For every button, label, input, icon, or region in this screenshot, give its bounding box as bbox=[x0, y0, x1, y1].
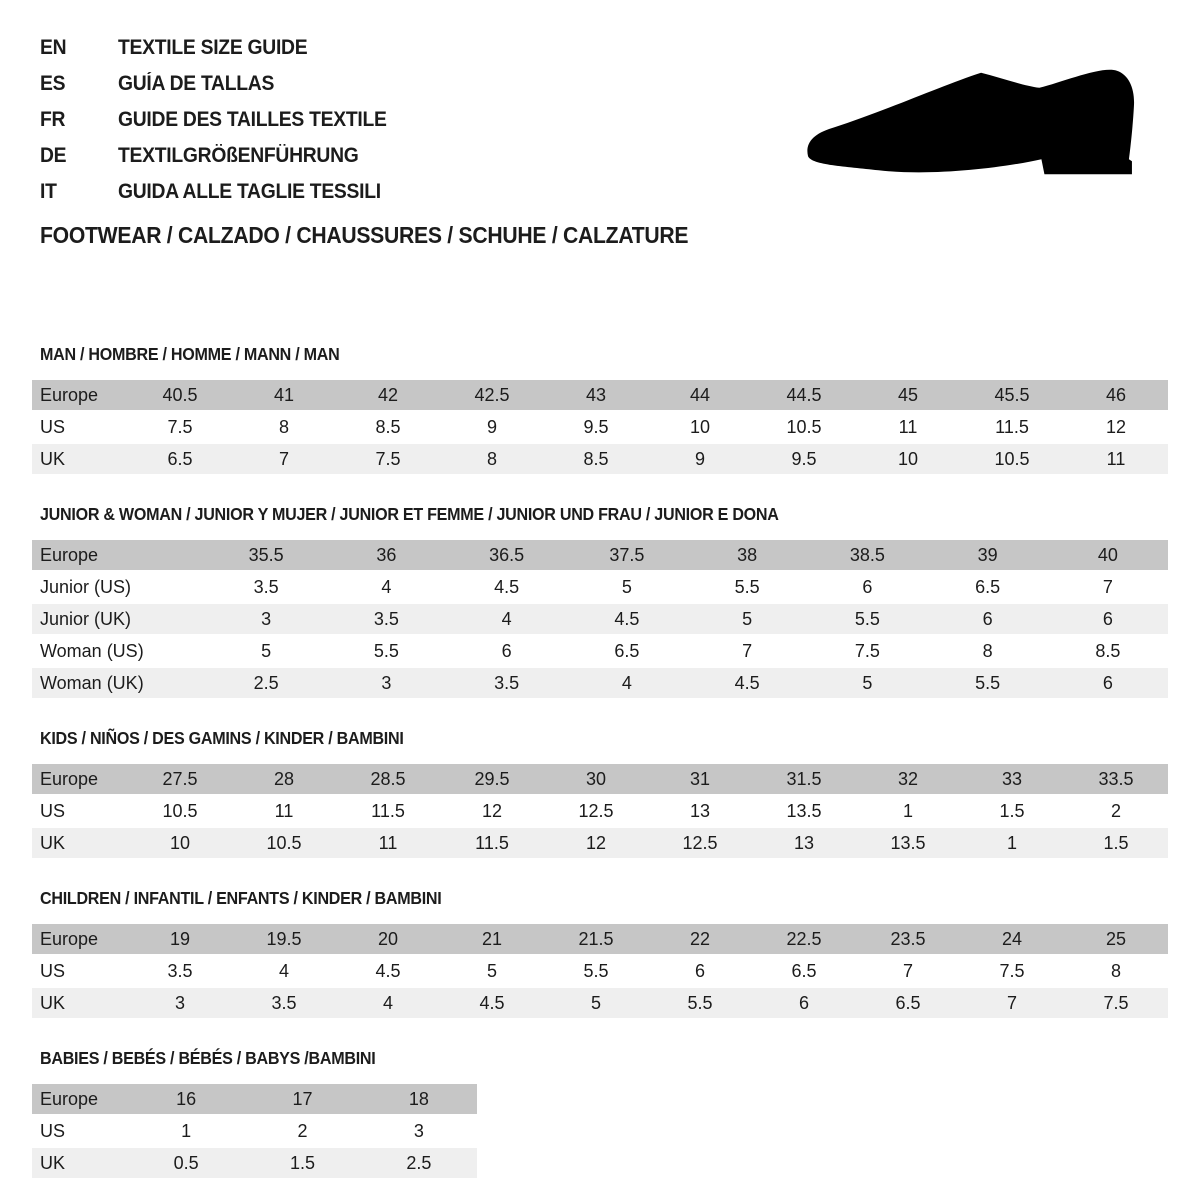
size-value-cell: 5 bbox=[544, 988, 648, 1018]
size-value-cell: 3 bbox=[361, 1116, 477, 1146]
size-value-cell: 36.5 bbox=[447, 540, 567, 570]
size-value-cell: 6.5 bbox=[856, 988, 960, 1018]
table-row bbox=[32, 764, 1168, 794]
size-value-cell: 31 bbox=[648, 764, 752, 794]
size-value-cell: 17 bbox=[244, 1084, 360, 1114]
lang-row-de bbox=[40, 138, 410, 174]
size-value-cell: 2 bbox=[1064, 796, 1168, 826]
row-label-cell: Europe bbox=[32, 380, 128, 410]
table-row bbox=[32, 572, 1168, 602]
size-value-cell: 9.5 bbox=[752, 444, 856, 474]
size-value-cell: 12.5 bbox=[544, 796, 648, 826]
row-label-cell: Europe bbox=[32, 924, 128, 954]
lang-title: GUIDE DES TAILLES TEXTILE bbox=[118, 108, 387, 131]
size-value-cell: 3 bbox=[326, 668, 446, 698]
table-row bbox=[32, 380, 1168, 410]
size-value-cell: 1.5 bbox=[1064, 828, 1168, 858]
row-label-cell: Europe bbox=[32, 1084, 128, 1114]
size-value-cell: 0.5 bbox=[128, 1148, 244, 1178]
table-title: JUNIOR & WOMAN / JUNIOR Y MUJER / JUNIOR ET FEMME / JUNIOR UND FRAU / JUNIOR E DONA bbox=[40, 504, 779, 524]
size-value-cell: 11.5 bbox=[440, 828, 544, 858]
size-value-cell: 39 bbox=[928, 540, 1048, 570]
size-value-cell: 7 bbox=[960, 988, 1064, 1018]
size-value-cell: 24 bbox=[960, 924, 1064, 954]
size-value-cell: 36 bbox=[326, 540, 446, 570]
table-row bbox=[32, 956, 1168, 986]
row-label-cell: UK bbox=[32, 1148, 128, 1178]
table-row bbox=[32, 1084, 477, 1114]
size-value-cell: 7.5 bbox=[807, 636, 927, 666]
size-value-cell: 16 bbox=[128, 1084, 244, 1114]
size-value-cell: 18 bbox=[361, 1084, 477, 1114]
size-table-babies bbox=[32, 1082, 477, 1180]
size-value-cell: 4.5 bbox=[440, 988, 544, 1018]
size-value-cell: 8 bbox=[440, 444, 544, 474]
size-value-cell: 38.5 bbox=[807, 540, 927, 570]
size-value-cell: 5.5 bbox=[928, 668, 1048, 698]
size-value-cell: 4.5 bbox=[687, 668, 807, 698]
section-children bbox=[32, 888, 1168, 1020]
lang-code: IT bbox=[40, 180, 57, 203]
size-value-cell: 5.5 bbox=[544, 956, 648, 986]
size-value-cell: 12 bbox=[440, 796, 544, 826]
size-value-cell: 42 bbox=[336, 380, 440, 410]
size-table-kids bbox=[32, 762, 1168, 860]
section-junior-woman bbox=[32, 504, 1168, 700]
size-value-cell: 10 bbox=[856, 444, 960, 474]
size-value-cell: 1.5 bbox=[244, 1148, 360, 1178]
size-value-cell: 6 bbox=[1048, 668, 1168, 698]
size-value-cell: 8.5 bbox=[1048, 636, 1168, 666]
size-value-cell: 5.5 bbox=[648, 988, 752, 1018]
size-value-cell: 3.5 bbox=[128, 956, 232, 986]
size-value-cell: 7.5 bbox=[960, 956, 1064, 986]
size-value-cell: 4 bbox=[336, 988, 440, 1018]
size-value-cell: 44.5 bbox=[752, 380, 856, 410]
size-value-cell: 6.5 bbox=[752, 956, 856, 986]
size-value-cell: 6 bbox=[807, 572, 927, 602]
size-value-cell: 30 bbox=[544, 764, 648, 794]
size-value-cell: 8 bbox=[232, 412, 336, 442]
row-label-cell: Europe bbox=[32, 540, 206, 570]
size-value-cell: 23.5 bbox=[856, 924, 960, 954]
size-value-cell: 7 bbox=[232, 444, 336, 474]
size-value-cell: 31.5 bbox=[752, 764, 856, 794]
row-label-cell: UK bbox=[32, 444, 128, 474]
lang-row-en bbox=[40, 30, 410, 66]
size-value-cell: 45 bbox=[856, 380, 960, 410]
size-value-cell: 40.5 bbox=[128, 380, 232, 410]
lang-code: FR bbox=[40, 108, 66, 131]
size-value-cell: 5.5 bbox=[326, 636, 446, 666]
table-row bbox=[32, 412, 1168, 442]
row-label-cell: Junior (US) bbox=[32, 572, 206, 602]
size-value-cell: 11 bbox=[232, 796, 336, 826]
size-value-cell: 12 bbox=[544, 828, 648, 858]
table-title: CHILDREN / INFANTIL / ENFANTS / KINDER / BAMBINI bbox=[40, 888, 442, 908]
size-value-cell: 6 bbox=[1048, 604, 1168, 634]
size-value-cell: 11.5 bbox=[336, 796, 440, 826]
size-value-cell: 7 bbox=[1048, 572, 1168, 602]
size-value-cell: 10 bbox=[128, 828, 232, 858]
size-value-cell: 10.5 bbox=[752, 412, 856, 442]
size-value-cell: 3 bbox=[128, 988, 232, 1018]
lang-row-it bbox=[40, 174, 410, 210]
lang-title: GUIDA ALLE TAGLIE TESSILI bbox=[118, 180, 381, 203]
size-value-cell: 3.5 bbox=[206, 572, 326, 602]
size-value-cell: 27.5 bbox=[128, 764, 232, 794]
size-value-cell: 32 bbox=[856, 764, 960, 794]
size-value-cell: 8.5 bbox=[336, 412, 440, 442]
size-value-cell: 5.5 bbox=[687, 572, 807, 602]
size-table-children bbox=[32, 922, 1168, 1020]
size-value-cell: 19.5 bbox=[232, 924, 336, 954]
size-value-cell: 2 bbox=[244, 1116, 360, 1146]
lang-title: TEXTILGRÖßENFÜHRUNG bbox=[118, 144, 359, 167]
size-value-cell: 13.5 bbox=[856, 828, 960, 858]
size-value-cell: 3 bbox=[206, 604, 326, 634]
size-value-cell: 1 bbox=[856, 796, 960, 826]
size-value-cell: 33.5 bbox=[1064, 764, 1168, 794]
size-value-cell: 6 bbox=[752, 988, 856, 1018]
lang-code: ES bbox=[40, 72, 66, 95]
size-value-cell: 44 bbox=[648, 380, 752, 410]
size-value-cell: 1 bbox=[960, 828, 1064, 858]
row-label-cell: Woman (US) bbox=[32, 636, 206, 666]
size-value-cell: 4 bbox=[447, 604, 567, 634]
size-value-cell: 5 bbox=[440, 956, 544, 986]
size-value-cell: 45.5 bbox=[960, 380, 1064, 410]
category-line: FOOTWEAR / CALZADO / CHAUSSURES / SCHUHE / CALZATURE bbox=[40, 222, 689, 248]
size-value-cell: 29.5 bbox=[440, 764, 544, 794]
size-value-cell: 21 bbox=[440, 924, 544, 954]
size-value-cell: 7.5 bbox=[1064, 988, 1168, 1018]
row-label-cell: Woman (UK) bbox=[32, 668, 206, 698]
lang-title: TEXTILE SIZE GUIDE bbox=[118, 36, 308, 59]
size-value-cell: 4 bbox=[232, 956, 336, 986]
size-value-cell: 10.5 bbox=[960, 444, 1064, 474]
section-kids bbox=[32, 728, 1168, 860]
size-value-cell: 5 bbox=[206, 636, 326, 666]
dress-shoe-icon bbox=[800, 62, 1142, 186]
lang-code: DE bbox=[40, 144, 67, 167]
size-value-cell: 4 bbox=[326, 572, 446, 602]
size-value-cell: 11 bbox=[856, 412, 960, 442]
size-value-cell: 4.5 bbox=[567, 604, 687, 634]
size-value-cell: 22.5 bbox=[752, 924, 856, 954]
table-row bbox=[32, 444, 1168, 474]
size-value-cell: 38 bbox=[687, 540, 807, 570]
size-value-cell: 13 bbox=[752, 828, 856, 858]
row-label-cell: Europe bbox=[32, 764, 128, 794]
row-label-cell: Junior (UK) bbox=[32, 604, 206, 634]
table-row bbox=[32, 988, 1168, 1018]
table-title: KIDS / NIÑOS / DES GAMINS / KINDER / BAMBINI bbox=[40, 728, 404, 748]
size-value-cell: 11.5 bbox=[960, 412, 1064, 442]
size-value-cell: 5 bbox=[567, 572, 687, 602]
size-value-cell: 46 bbox=[1064, 380, 1168, 410]
size-value-cell: 6 bbox=[928, 604, 1048, 634]
size-value-cell: 9 bbox=[440, 412, 544, 442]
size-value-cell: 8 bbox=[928, 636, 1048, 666]
section-man bbox=[32, 344, 1168, 476]
size-value-cell: 22 bbox=[648, 924, 752, 954]
size-value-cell: 8 bbox=[1064, 956, 1168, 986]
size-table-junior-woman bbox=[32, 538, 1168, 700]
size-value-cell: 6.5 bbox=[567, 636, 687, 666]
size-value-cell: 10.5 bbox=[232, 828, 336, 858]
size-value-cell: 9.5 bbox=[544, 412, 648, 442]
size-value-cell: 41 bbox=[232, 380, 336, 410]
lang-code: EN bbox=[40, 36, 67, 59]
size-value-cell: 3.5 bbox=[232, 988, 336, 1018]
size-value-cell: 4.5 bbox=[336, 956, 440, 986]
size-value-cell: 20 bbox=[336, 924, 440, 954]
lang-row-fr bbox=[40, 102, 410, 138]
size-value-cell: 5 bbox=[687, 604, 807, 634]
size-value-cell: 35.5 bbox=[206, 540, 326, 570]
size-value-cell: 4.5 bbox=[447, 572, 567, 602]
size-value-cell: 6 bbox=[447, 636, 567, 666]
size-value-cell: 13 bbox=[648, 796, 752, 826]
size-value-cell: 1.5 bbox=[960, 796, 1064, 826]
size-value-cell: 19 bbox=[128, 924, 232, 954]
row-label-cell: US bbox=[32, 796, 128, 826]
size-value-cell: 12 bbox=[1064, 412, 1168, 442]
size-value-cell: 3.5 bbox=[326, 604, 446, 634]
table-row bbox=[32, 540, 1168, 570]
table-row bbox=[32, 1148, 477, 1178]
size-value-cell: 3.5 bbox=[447, 668, 567, 698]
table-row bbox=[32, 604, 1168, 634]
section-babies bbox=[32, 1048, 1168, 1180]
size-value-cell: 9 bbox=[648, 444, 752, 474]
size-value-cell: 12.5 bbox=[648, 828, 752, 858]
size-value-cell: 7.5 bbox=[336, 444, 440, 474]
size-value-cell: 7.5 bbox=[128, 412, 232, 442]
table-row bbox=[32, 636, 1168, 666]
size-value-cell: 40 bbox=[1048, 540, 1168, 570]
row-label-cell: US bbox=[32, 956, 128, 986]
size-value-cell: 42.5 bbox=[440, 380, 544, 410]
table-row bbox=[32, 1116, 477, 1146]
table-row bbox=[32, 828, 1168, 858]
size-value-cell: 10 bbox=[648, 412, 752, 442]
row-label-cell: UK bbox=[32, 988, 128, 1018]
size-value-cell: 25 bbox=[1064, 924, 1168, 954]
size-table-man bbox=[32, 378, 1168, 476]
size-value-cell: 28 bbox=[232, 764, 336, 794]
size-value-cell: 33 bbox=[960, 764, 1064, 794]
size-tables bbox=[32, 344, 1168, 1200]
row-label-cell: UK bbox=[32, 828, 128, 858]
size-value-cell: 11 bbox=[1064, 444, 1168, 474]
size-value-cell: 21.5 bbox=[544, 924, 648, 954]
size-value-cell: 7 bbox=[856, 956, 960, 986]
size-value-cell: 6.5 bbox=[928, 572, 1048, 602]
size-value-cell: 2.5 bbox=[206, 668, 326, 698]
table-title: MAN / HOMBRE / HOMME / MANN / MAN bbox=[40, 344, 340, 364]
size-value-cell: 4 bbox=[567, 668, 687, 698]
size-value-cell: 1 bbox=[128, 1116, 244, 1146]
size-value-cell: 5.5 bbox=[807, 604, 927, 634]
size-value-cell: 7 bbox=[687, 636, 807, 666]
size-value-cell: 43 bbox=[544, 380, 648, 410]
size-value-cell: 5 bbox=[807, 668, 927, 698]
size-value-cell: 2.5 bbox=[361, 1148, 477, 1178]
size-value-cell: 28.5 bbox=[336, 764, 440, 794]
row-label-cell: US bbox=[32, 1116, 128, 1146]
language-header bbox=[40, 30, 410, 210]
size-value-cell: 10.5 bbox=[128, 796, 232, 826]
table-row bbox=[32, 796, 1168, 826]
size-value-cell: 8.5 bbox=[544, 444, 648, 474]
size-value-cell: 37.5 bbox=[567, 540, 687, 570]
table-row bbox=[32, 668, 1168, 698]
size-value-cell: 6 bbox=[648, 956, 752, 986]
table-row bbox=[32, 924, 1168, 954]
row-label-cell: US bbox=[32, 412, 128, 442]
lang-row-es bbox=[40, 66, 410, 102]
lang-title: GUÍA DE TALLAS bbox=[118, 72, 275, 95]
table-title: BABIES / BEBÉS / BÉBÉS / BABYS /BAMBINI bbox=[40, 1048, 376, 1068]
size-value-cell: 11 bbox=[336, 828, 440, 858]
size-value-cell: 13.5 bbox=[752, 796, 856, 826]
size-value-cell: 6.5 bbox=[128, 444, 232, 474]
